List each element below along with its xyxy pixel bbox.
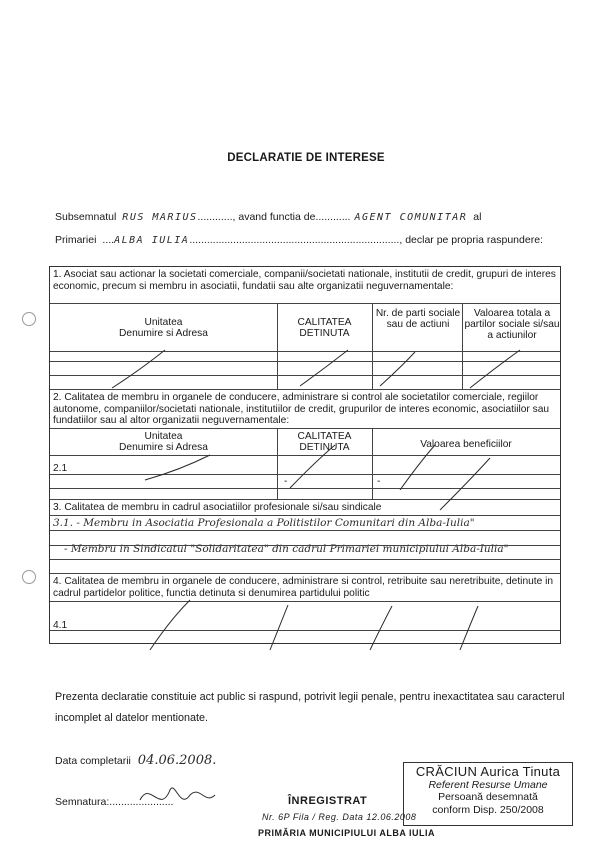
- stamp-name: CRĂCIUN Aurica Tinuta: [415, 764, 561, 779]
- primariei-trailing-dots: ........................................................................: [189, 234, 400, 246]
- section-3-entry-1: 3.1. - Membru in Asociatia Profesionala a Politistilor Comunitari din Alba-Iulia": [53, 517, 475, 529]
- s1-col-valoarea: Valoarea totala a partilor sociale si/sau a actiunilor: [464, 308, 560, 341]
- function-value: AGENT COMUNITAR: [354, 212, 468, 223]
- registration-title: ÎNREGISTRAT: [288, 795, 368, 807]
- s2-dash-valoarea: -: [377, 476, 381, 487]
- s1-col-calitatea: [277, 317, 372, 339]
- page-title: DECLARATIE DE INTERESE: [227, 152, 385, 164]
- s2-dash-calitatea: -: [284, 476, 288, 487]
- section-3-entry-2: - Membru in Sindicatul "Solidaritatea" din cadrul Primariei municipiului Alba-Iulia": [64, 543, 509, 555]
- date-line: [55, 753, 216, 768]
- signature-line: [55, 796, 173, 808]
- s2-col-unitatea: [50, 431, 277, 453]
- intro-line-2: [55, 234, 543, 246]
- section-1-heading: 1. Asociat sau actionar la societati comerciale, companii/societati nationale, institutii de credit, grupuri de interes economic, precum si membru in asociatii, fundatii sau alte organizatii neguvernamentale:: [53, 269, 556, 292]
- section-2-heading: 2. Calitatea de membru in organele de conducere, administrare si control ale societatilor comerciale, regiilor autonome, companiilor/societati nationale, institutiilor de credit, grupurilor de interes economic, asociatiilor sau fundatiilor sau al altor organizatii neguvernamentale:: [53, 392, 550, 426]
- s1-unitatea-label: Unitatea: [144, 317, 183, 328]
- punch-hole-top: [22, 312, 36, 326]
- s2-denumire-label: Denumire si Adresa: [119, 442, 208, 453]
- s2-unitatea-label: Unitatea: [144, 431, 183, 442]
- s1-denumire-label: Denumire si Adresa: [119, 328, 208, 339]
- primariei-value: ALBA IULIA: [114, 235, 190, 246]
- s4-row-label: 4.1: [53, 620, 68, 631]
- date-label: Data completarii: [55, 755, 131, 767]
- declaration-table: [49, 266, 561, 644]
- signature-label: Semnatura:: [55, 796, 110, 808]
- punch-hole-bottom: [22, 570, 36, 584]
- stamp-role: Referent Resurse Umane: [428, 778, 548, 791]
- subsemnatul-label: Subsemnatul: [55, 211, 117, 223]
- intro-line-1: [55, 211, 481, 223]
- stamp-line-3: Persoană desemnată: [438, 791, 538, 803]
- registration-line: Nr. 6P Fila / Reg. Data 12.06.2008: [262, 812, 417, 822]
- s2-detinuta-label: DETINUTA: [299, 442, 350, 453]
- responsible-person-stamp: [403, 762, 573, 826]
- function-label: , avand functia de: [232, 211, 316, 223]
- s2-calitatea-label: CALITATEA: [297, 431, 352, 442]
- stamp-line-4: conform Disp. 250/2008: [432, 803, 544, 816]
- legal-statement: Prezenta declaratie constituie act public si raspund, potrivit legii penale, pentru inexactitatea sau caracterul incomplet al datelor mentionate.: [55, 691, 565, 724]
- function-dots: ............: [315, 211, 351, 223]
- s1-col-nr-parti: Nr. de parti sociale sau de actiuni: [375, 308, 461, 330]
- s2-row-label: 2.1: [53, 463, 68, 474]
- primariei-label: Primariei: [55, 234, 97, 246]
- al-label: al: [473, 211, 482, 223]
- s1-col-unitatea: [50, 317, 277, 339]
- declar-label: , declar pe propria raspundere:: [399, 234, 543, 246]
- s1-detinuta-label: DETINUTA: [299, 328, 350, 339]
- s1-calitatea-label: CALITATEA: [297, 317, 352, 328]
- signature-dots: ......................: [109, 796, 174, 808]
- registration-institution: PRIMĂRIA MUNICIPIULUI ALBA IULIA: [258, 828, 435, 838]
- date-value: 04.06.2008.: [137, 753, 217, 768]
- section-3-heading: 3. Calitatea de membru in cadrul asociatiilor profesionale si/sau sindicale: [53, 502, 382, 513]
- name-dots: ............: [197, 211, 233, 223]
- section-4-heading: 4. Calitatea de membru in organele de conducere, administrare si control, retribuite sau neretribuite, detinute in cadrul partidelor politice, functia detinuta si denumirea partidului politic: [53, 576, 554, 599]
- s2-col-valoarea: Valoarea beneficiilor: [420, 439, 512, 450]
- declarant-name: RUS MARIUS: [122, 212, 198, 223]
- primariei-dots: ....: [102, 234, 115, 246]
- s2-col-calitatea: [277, 431, 372, 453]
